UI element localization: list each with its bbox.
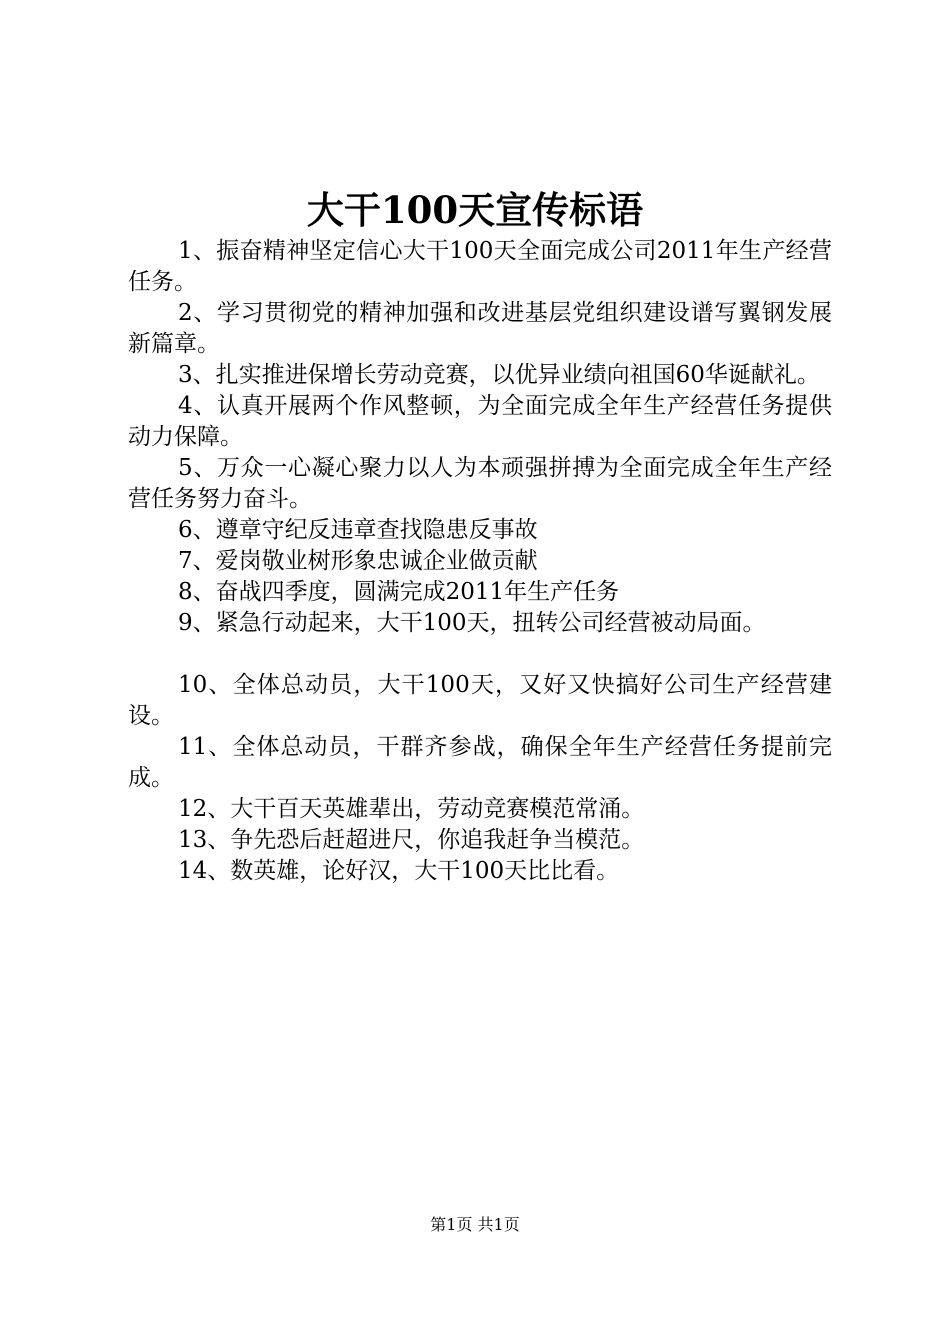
slogan-item-11: 11、全体总动员，干群齐参战，确保全年生产经营任务提前完成。 [128,734,832,791]
slogan-item-2: 2、学习贯彻党的精神加强和改进基层党组织建设谱写翼钢发展新篇章。 [128,300,832,357]
slogan-item-4: 4、认真开展两个作风整顿，为全面完成全年生产经营任务提供动力保障。 [128,393,832,450]
slogan-item-14: 14、数英雄，论好汉，大干100天比比看。 [178,858,620,884]
slogan-item-9: 9、紧急行动起来，大干100天，扭转公司经营被动局面。 [178,610,766,636]
slogan-item-3: 3、扎实推进保增长劳动竞赛，以优异业绩向祖国60华诞献礼。 [178,362,820,388]
slogan-item-10: 10、全体总动员，大干100天，又好又快搞好公司生产经营建设。 [128,672,832,729]
document-title: 大干100天宣传标语 [306,188,644,232]
slogan-item-6: 6、遵章守纪反违章查找隐患反事故 [178,517,538,543]
slogan-item-7: 7、爱岗敬业树形象忠诚企业做贡献 [178,548,538,574]
page-footer: 第1页 共1页 [430,1215,520,1234]
slogan-list [128,236,832,887]
slogan-item-8: 8、奋战四季度，圆满完成2011年生产任务 [178,579,620,605]
slogan-item-5: 5、万众一心凝心聚力以人为本顽强拼搏为全面完成全年生产经营任务努力奋斗。 [128,455,832,512]
slogan-item-12: 12、大干百天英雄辈出，劳动竞赛模范常涌。 [178,796,645,822]
slogan-item-13: 13、争先恐后赶超进尺，你追我赶争当模范。 [178,827,645,853]
slogan-item-1: 1、振奋精神坚定信心大干100天全面完成公司2011年生产经营任务。 [128,238,832,295]
